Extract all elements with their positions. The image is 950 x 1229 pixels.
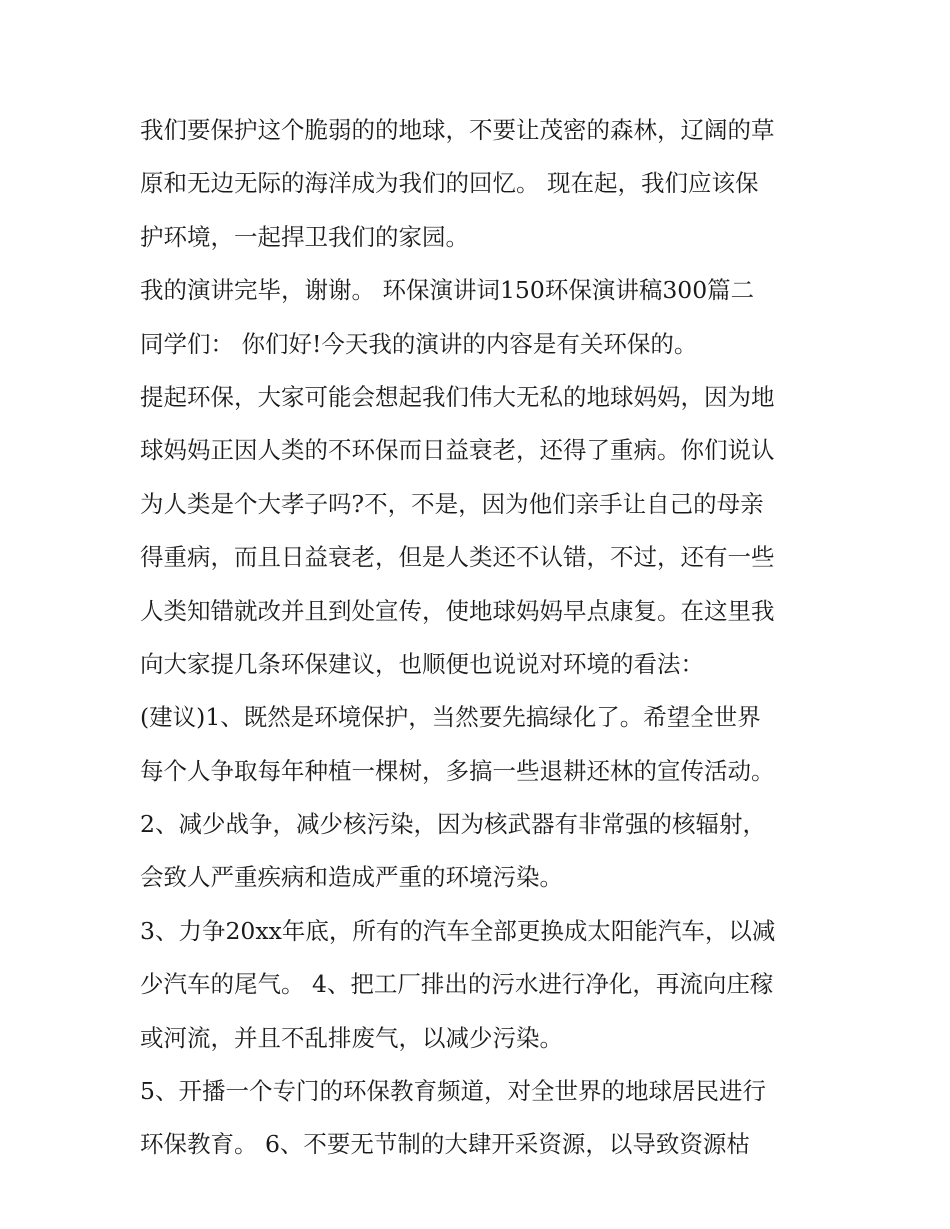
text-line: 得重病，而且日益衰老，但是人类还不认错，不过，还有一些 — [140, 543, 775, 572]
text-line: 人类知错就改并且到处宣传，使地球妈妈早点康复。在这里我 — [140, 596, 775, 625]
text-line: 2、减少战争，减少核污染，因为核武器有非常强的核辐射， — [140, 810, 766, 839]
text-line: 同学们： 你们好!今天我的演讲的内容是有关环保的。 — [140, 329, 698, 358]
text-line: (建议)1、既然是环境保护，当然要先搞绿化了。希望全世界 — [140, 703, 761, 732]
text-line: 我的演讲完毕，谢谢。 环保演讲词150环保演讲稿300篇二 — [140, 276, 755, 305]
text-line: 护环境，一起捍卫我们的家园。 — [140, 222, 469, 251]
text-line: 5、开播一个专门的环保教育频道，对全世界的地球居民进行 — [140, 1077, 766, 1106]
text-line: 为人类是个大孝子吗?不，不是，因为他们亲手让自己的母亲 — [140, 489, 764, 518]
text-line: 每个人争取每年种植一棵树，多搞一些退耕还林的宣传活动。 — [140, 756, 775, 785]
text-line: 环保教育。 6、不要无节制的大肆开采资源，以导致资源枯 — [140, 1130, 750, 1159]
text-line: 向大家提几条环保建议，也顺便也说说对环境的看法： — [140, 649, 704, 678]
text-line: 少汽车的尾气。 4、把工厂排出的污水进行净化，再流向庄稼 — [140, 970, 774, 999]
text-line: 我们要保护这个脆弱的的地球，不要让茂密的森林，辽阔的草 — [140, 116, 775, 144]
text-line: 或河流，并且不乱排废气，以减少污染。 — [140, 1023, 563, 1052]
text-line: 3、力争20xx年底，所有的汽车全部更换成太阳能汽车，以减 — [140, 916, 776, 945]
document-body — [140, 104, 830, 1172]
text-line: 会致人严重疾病和造成严重的环境污染。 — [140, 863, 563, 892]
text-line: 原和无边无际的海洋成为我们的回忆。 现在起，我们应该保 — [140, 169, 759, 198]
text-line: 球妈妈正因人类的不环保而日益衰老，还得了重病。你们说认 — [140, 436, 775, 465]
text-line: 提起环保，大家可能会想起我们伟大无私的地球妈妈，因为地 — [140, 382, 775, 411]
